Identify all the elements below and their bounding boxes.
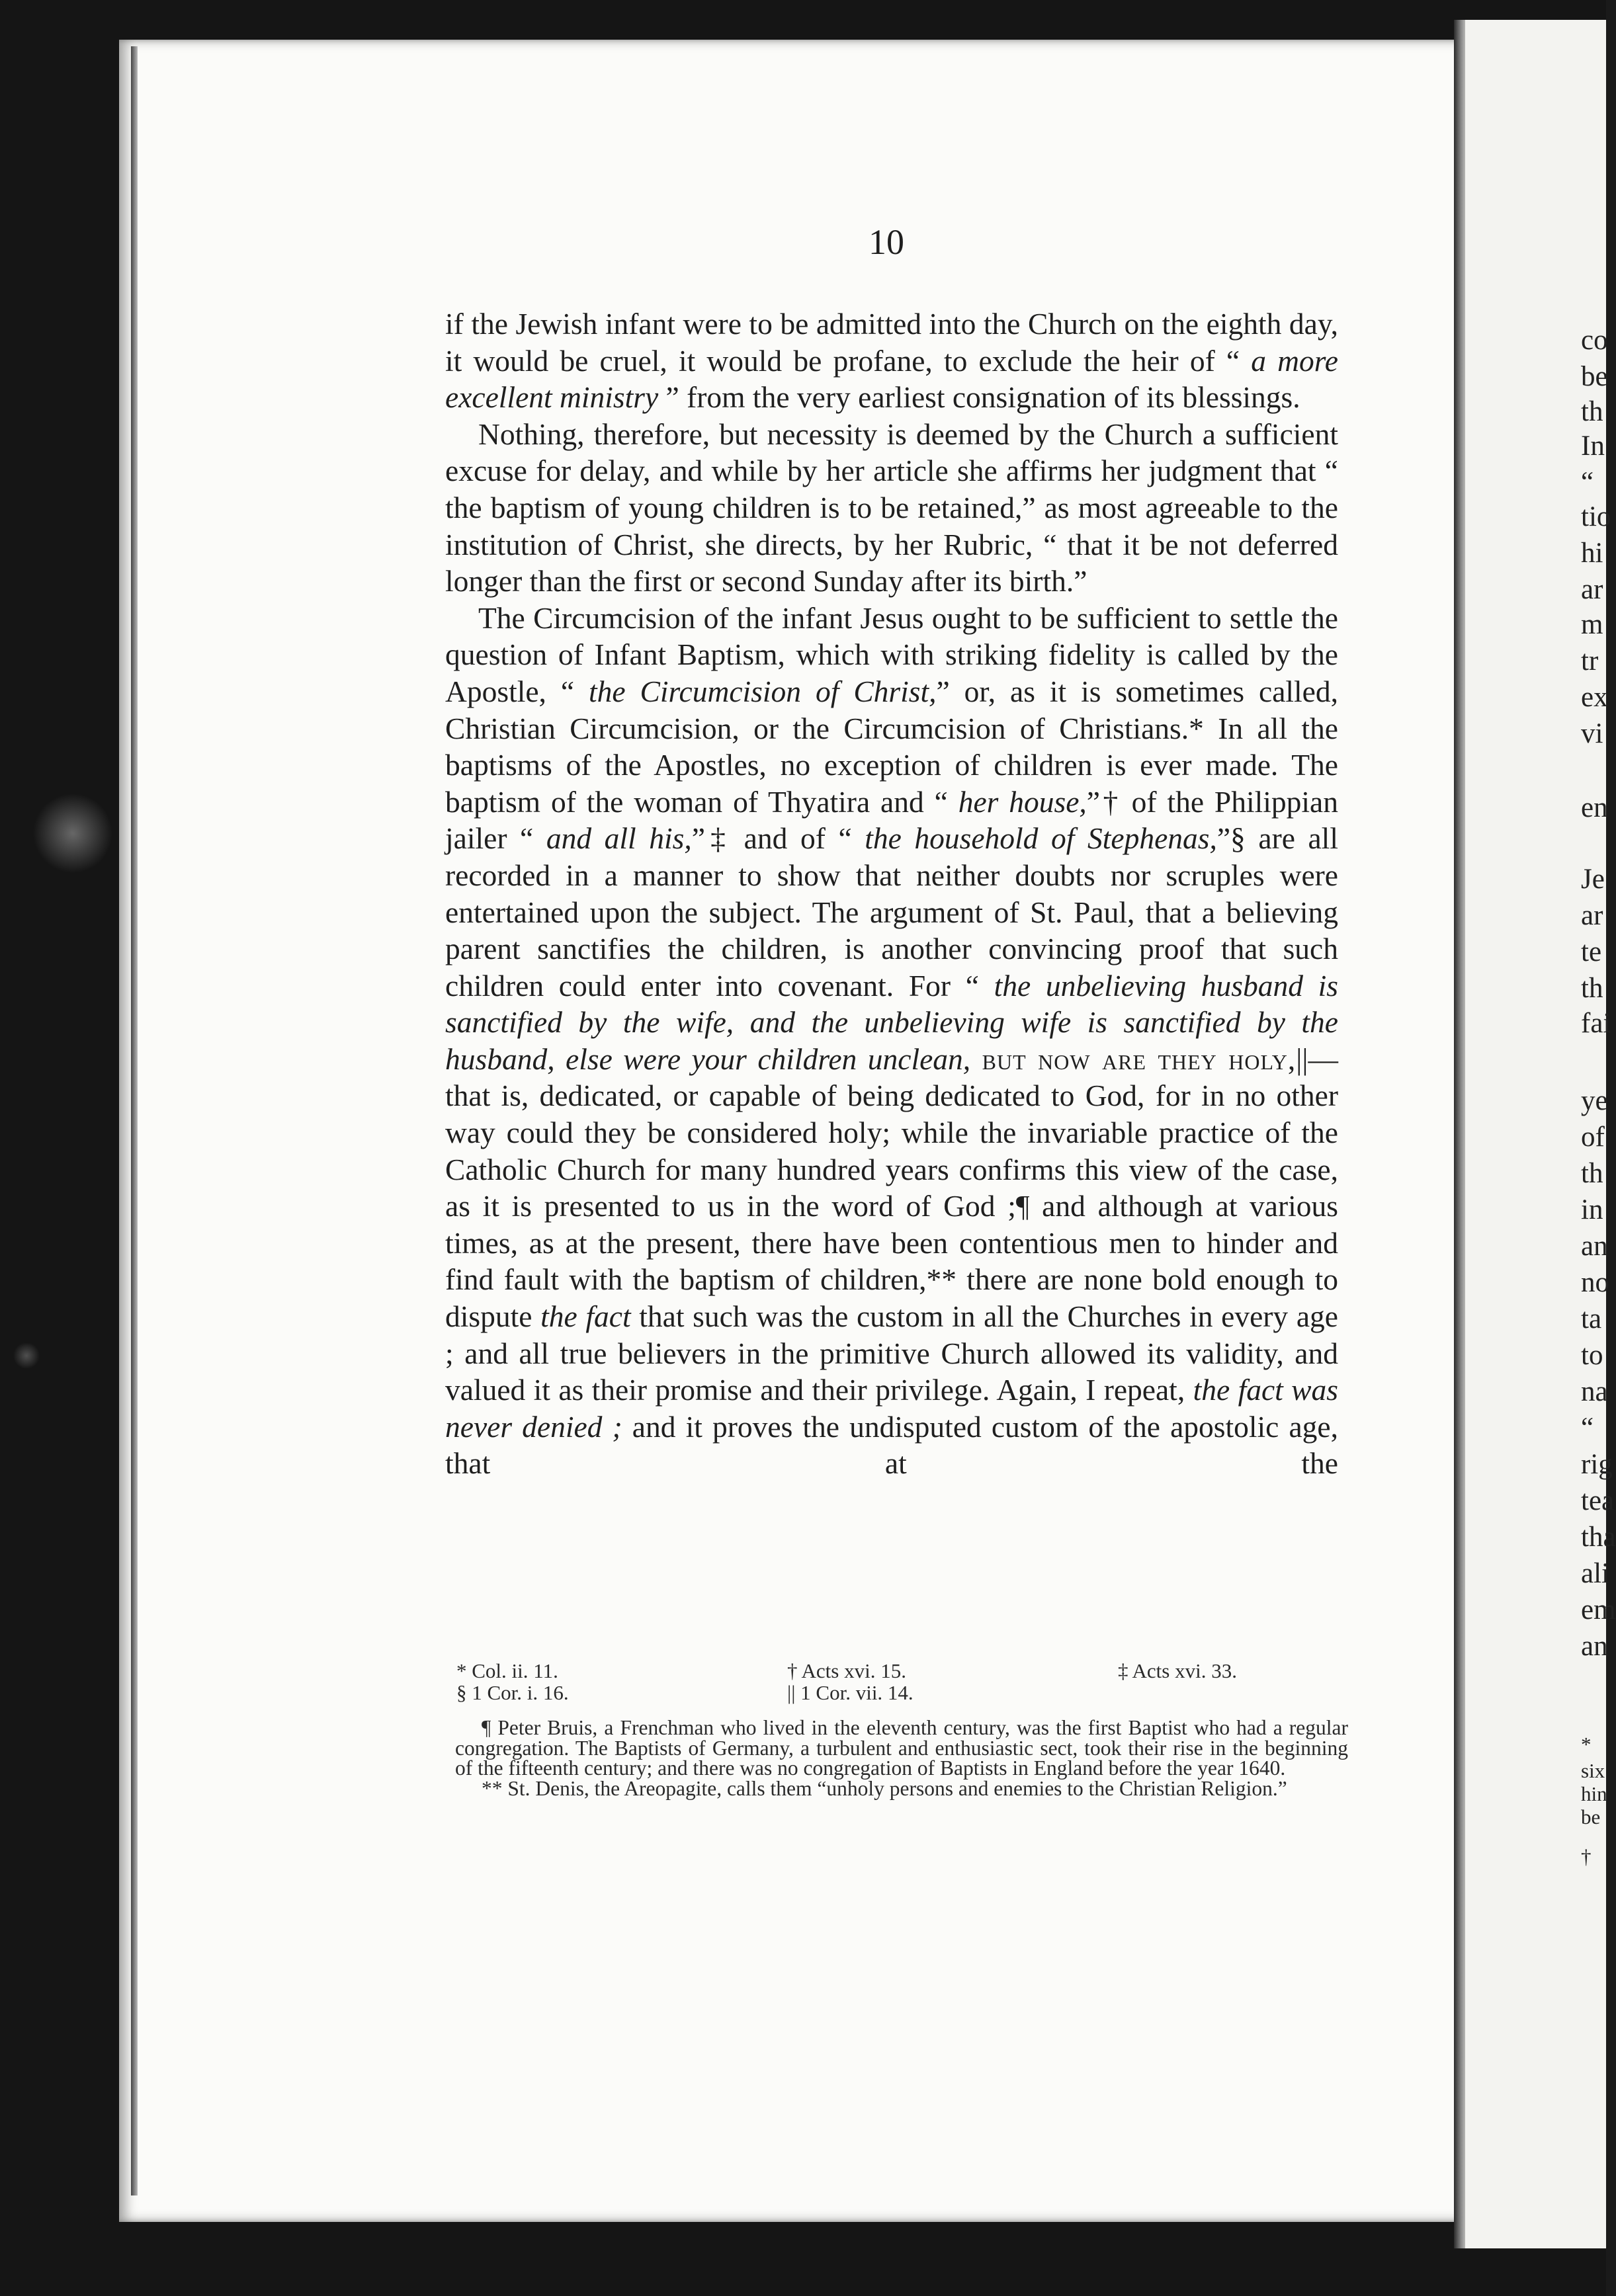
facing-page-fragment: th	[1581, 1158, 1603, 1189]
facing-page-fragment: te	[1581, 936, 1602, 967]
text-run: ”‡ and of “	[691, 821, 865, 856]
reference: ‡ Acts xvi. 33.	[1118, 1659, 1237, 1682]
footnotes	[455, 1718, 1348, 1799]
text-run: if the Jewish infant were to be admitted into the Church on the eighth day, it would be cruel, it would be profane, to exclude the heir of “	[445, 307, 1338, 378]
facing-page-fragment: In	[1581, 430, 1605, 462]
facing-page-fragment: vi	[1581, 718, 1603, 749]
facing-page-fragment: to	[1581, 1340, 1603, 1371]
facing-page-fragment: en	[1581, 792, 1608, 823]
facing-page-fragment: co	[1581, 325, 1608, 356]
italic-run: and all his,	[546, 821, 692, 856]
facing-page-fragment: Je	[1581, 864, 1605, 895]
facing-page-fragment: rig	[1581, 1449, 1613, 1480]
text-run: that such was the custom in all the Churches in every age ; and all true believers in the primitive Church allowed its validity, and valued it as their promise and their privilege. Again, I repeat,	[445, 1299, 1338, 1407]
facing-page-fragment: ex	[1581, 682, 1608, 713]
page-edge-shadow	[131, 46, 138, 2195]
text-run: ||—that is, dedicated, or capable of being dedicated to God, for in no other way could they be considered holy; while the invariable practice of the Catholic Church for many hundred years confirms this view of the case, as it is presented to us in the word of God ;¶ and although at various times, as at the present, there have been contentious men to hinder and find fault with the baptism of children,** there are none bold enough to dispute	[445, 1042, 1339, 1334]
facing-page-fragment: m	[1581, 609, 1603, 640]
italic-run: the unbelieving husband is sanctified by the wife, and the unbelieving wife is sanctified by the husband, else were your children unclean,	[445, 968, 1338, 1076]
scripture-references	[456, 1660, 1343, 1703]
facing-page-fragment: fai	[1581, 1008, 1611, 1039]
facing-page-note-fragment: six	[1581, 1759, 1605, 1782]
facing-page-fragment: tea	[1581, 1485, 1615, 1516]
reference: § 1 Cor. i. 16.	[456, 1681, 569, 1704]
text-run: and it proves the undisputed custom of the apostolic age, that at the	[445, 1409, 1338, 1481]
text-run: ”† of the Philippian jailer “	[445, 784, 1338, 856]
text-run: Nothing, therefore, but necessity is deemed by the Church a sufficient excuse for delay, and while by her article she affirms her judgment that “ the baptism of young children is to be retained,” as most agreeable to the institution of Christ, she directs, by her Rubric, “ that it be not deferred longer than the first or second Sunday after its birth.”	[445, 417, 1338, 598]
facing-page-fragment: “	[1581, 1413, 1594, 1444]
text-run: ” from the very earliest consignation of its blessings.	[658, 380, 1300, 415]
facing-page-fragment: ye	[1581, 1085, 1608, 1116]
facing-page-note-fragment: †	[1581, 1845, 1592, 1868]
facing-page-fragment: th	[1581, 396, 1603, 427]
footnote: ¶ Peter Bruis, a Frenchman who lived in the eleventh century, was the first Baptist who had a regular congregation. The Baptists of Germany, a turbulent and enthusiastic sect, took their rise in the beginning of the fifteenth century; and there was no congregation of Baptists in England before the year 1640.	[455, 1716, 1348, 1780]
italic-run: the fact was never denied ;	[445, 1373, 1338, 1444]
facing-page-fragment: ar	[1581, 574, 1603, 605]
facing-page-fragment: ali	[1581, 1558, 1609, 1589]
facing-page-fragment: tr	[1581, 645, 1599, 676]
italic-run: the Circumcision of Christ,	[589, 674, 937, 708]
facing-page-fragment: ar	[1581, 900, 1603, 931]
facing-page-fragment: ta	[1581, 1303, 1602, 1334]
facing-page-fragment: hi	[1581, 538, 1603, 569]
small-caps-run: but now are they holy,	[970, 1042, 1297, 1076]
footnote: ** St. Denis, the Areopagite, calls them “unholy persons and enemies to the Christian Religion.”	[482, 1776, 1287, 1800]
italic-run: a more excellent ministry	[445, 343, 1338, 415]
text-run: ” or, as it is sometimes called, Christian Circumcision, or the Circumcision of Christians.* In all the baptisms of the Apostles, no exception of children is ever made. The baptism of the woman of Thyatira and “	[445, 674, 1338, 819]
reference: || 1 Cor. vii. 14.	[787, 1681, 914, 1704]
facing-page-fragment: an	[1581, 1231, 1608, 1262]
reference: † Acts xvi. 15.	[787, 1659, 906, 1682]
paragraph-3	[445, 600, 1338, 1482]
facing-page-fragment: an	[1581, 1631, 1608, 1662]
facing-page-fragment: in	[1581, 1194, 1603, 1225]
facing-page-fragment: em	[1581, 1594, 1616, 1625]
facing-page-fragment: be	[1581, 361, 1608, 392]
facing-page-fragment: of	[1581, 1122, 1605, 1153]
page-number: 10	[869, 222, 904, 262]
text-run: The Circumcision of the infant Jesus ought to be sufficient to settle the question of Infant Baptism, which with striking fidelity is called by the Apostle, “	[445, 600, 1338, 708]
facing-page-note-fragment: be	[1581, 1805, 1601, 1828]
facing-page-fragment: th	[1581, 973, 1603, 1004]
facing-page-fragment: tio	[1581, 501, 1611, 532]
italic-run: the household of Stephenas,	[865, 821, 1217, 856]
facing-page-fragment: na	[1581, 1376, 1608, 1407]
reference: * Col. ii. 11.	[456, 1659, 558, 1682]
italic-run: her house,	[958, 784, 1087, 819]
facing-page-fragment: tha	[1581, 1522, 1616, 1553]
reference-row	[456, 1660, 1343, 1682]
facing-page-fragment: “	[1581, 467, 1594, 498]
paragraph-1	[445, 306, 1338, 416]
text-run: ”§ are all recorded in a manner to show that neither doubts nor scruples were entertained upon the subject. The argument of St. Paul, that a believing parent sanctifies the children, is another convincing proof that such children could enter into covenant. For “	[445, 821, 1338, 1003]
body-text	[445, 306, 1338, 1482]
facing-page-note-fragment: *	[1581, 1733, 1592, 1756]
paragraph-2	[445, 416, 1338, 600]
italic-run: the fact	[540, 1299, 631, 1334]
reference-row	[456, 1682, 1343, 1703]
facing-page-note-fragment: hin	[1581, 1782, 1607, 1805]
facing-page-fragment: no	[1581, 1267, 1609, 1298]
